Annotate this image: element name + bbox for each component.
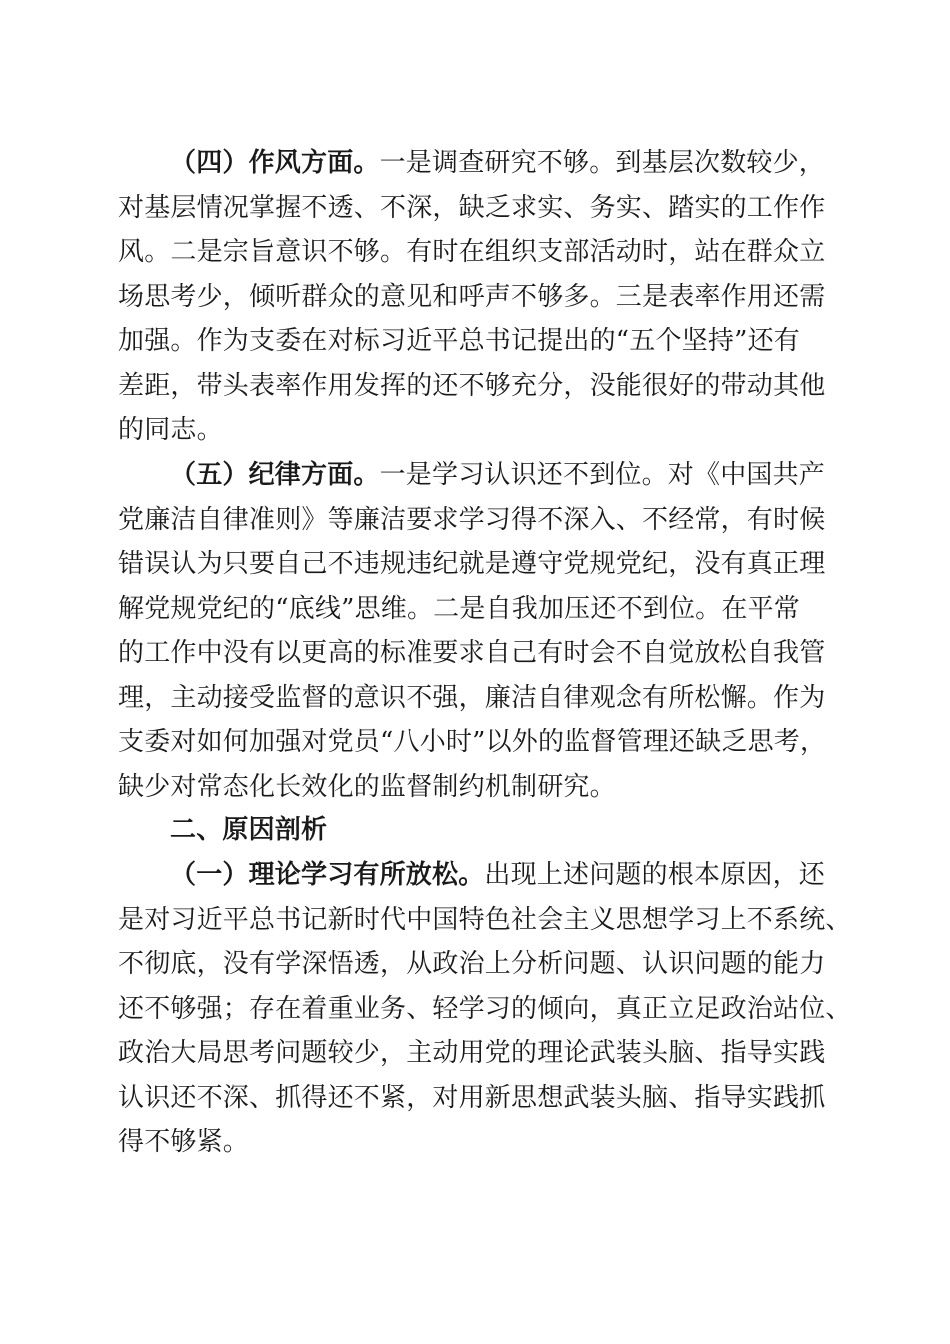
paragraph-line: 错误认为只要自己不违规违纪就是遵守党规党纪，没有真正理 [118,549,826,579]
paragraph-line: 风。二是宗旨意识不够。有时在组织支部活动时，站在群众立 [118,237,826,267]
paragraph-text: 一是调查研究不够。到基层次数较少， [379,148,826,178]
section-heading: 二、原因剖析 [170,815,328,845]
paragraph-line: 理，主动接受监督的意识不强，廉洁自律观念有所松懈。作为 [118,682,826,713]
paragraph-cause-1 [118,853,852,1165]
paragraph-line: 认识还不深、抓得还不紧，对用新思想武装头脑、指导实践抓 [118,1082,826,1113]
paragraph-line: 缺少对常态化长效化的监督制约机制研究。 [118,771,616,802]
paragraph-section-5 [118,453,828,809]
paragraph-line [118,453,828,498]
section-heading-block [118,808,828,853]
paragraph-line [118,141,828,186]
paragraph-line: 党廉洁自律准则》等廉洁要求学习得不深入、不经常，有时候 [118,504,826,535]
paragraph-section-4 [118,141,828,453]
paragraph-line [118,853,828,898]
paragraph-line: 差距，带头表率作用发挥的还不够充分，没能很好的带动其他 [118,370,826,401]
paragraph-line: 场思考少，倾听群众的意见和呼声不够多。三是表率作用还需 [118,281,826,312]
paragraph-text: 出现上述问题的根本原因，还 [484,860,826,890]
paragraph-line: 的工作中没有以更高的标准要求自己有时会不自觉放松自我管 [118,638,826,668]
paragraph-line: 得不够紧。 [118,1127,250,1157]
paragraph-line: 还不够强；存在着重业务、轻学习的倾向，真正立足政治站位、 [118,993,852,1024]
paragraph-line: 支委对如何加强对党员“八小时”以外的监督管理还缺乏思考， [118,727,827,757]
paragraph-line: 政治大局思考问题较少，主动用党的理论武装头脑、指导实践 [118,1038,826,1068]
paragraph-lead: （五）纪律方面。 [170,460,380,490]
paragraph-line: 不彻底，没有学深悟透，从政治上分析问题、认识问题的能力 [118,949,826,979]
paragraph-line: 解党规党纪的“底线”思维。二是自我加压还不到位。在平常 [118,593,800,624]
paragraph-lead: （四）作风方面。 [170,148,380,178]
paragraph-line: 对基层情况掌握不透、不深，缺乏求实、务实、踏实的工作作 [118,192,826,223]
paragraph-line: 加强。作为支委在对标习近平总书记提出的“五个坚持”还有 [118,326,800,356]
paragraph-line: 是对习近平总书记新时代中国特色社会主义思想学习上不系统、 [118,904,852,935]
paragraph-line: 的同志。 [118,415,223,445]
paragraph-text: 一是学习认识还不到位。对《中国共产 [379,460,826,490]
paragraph-lead: （一）理论学习有所放松。 [170,860,485,890]
